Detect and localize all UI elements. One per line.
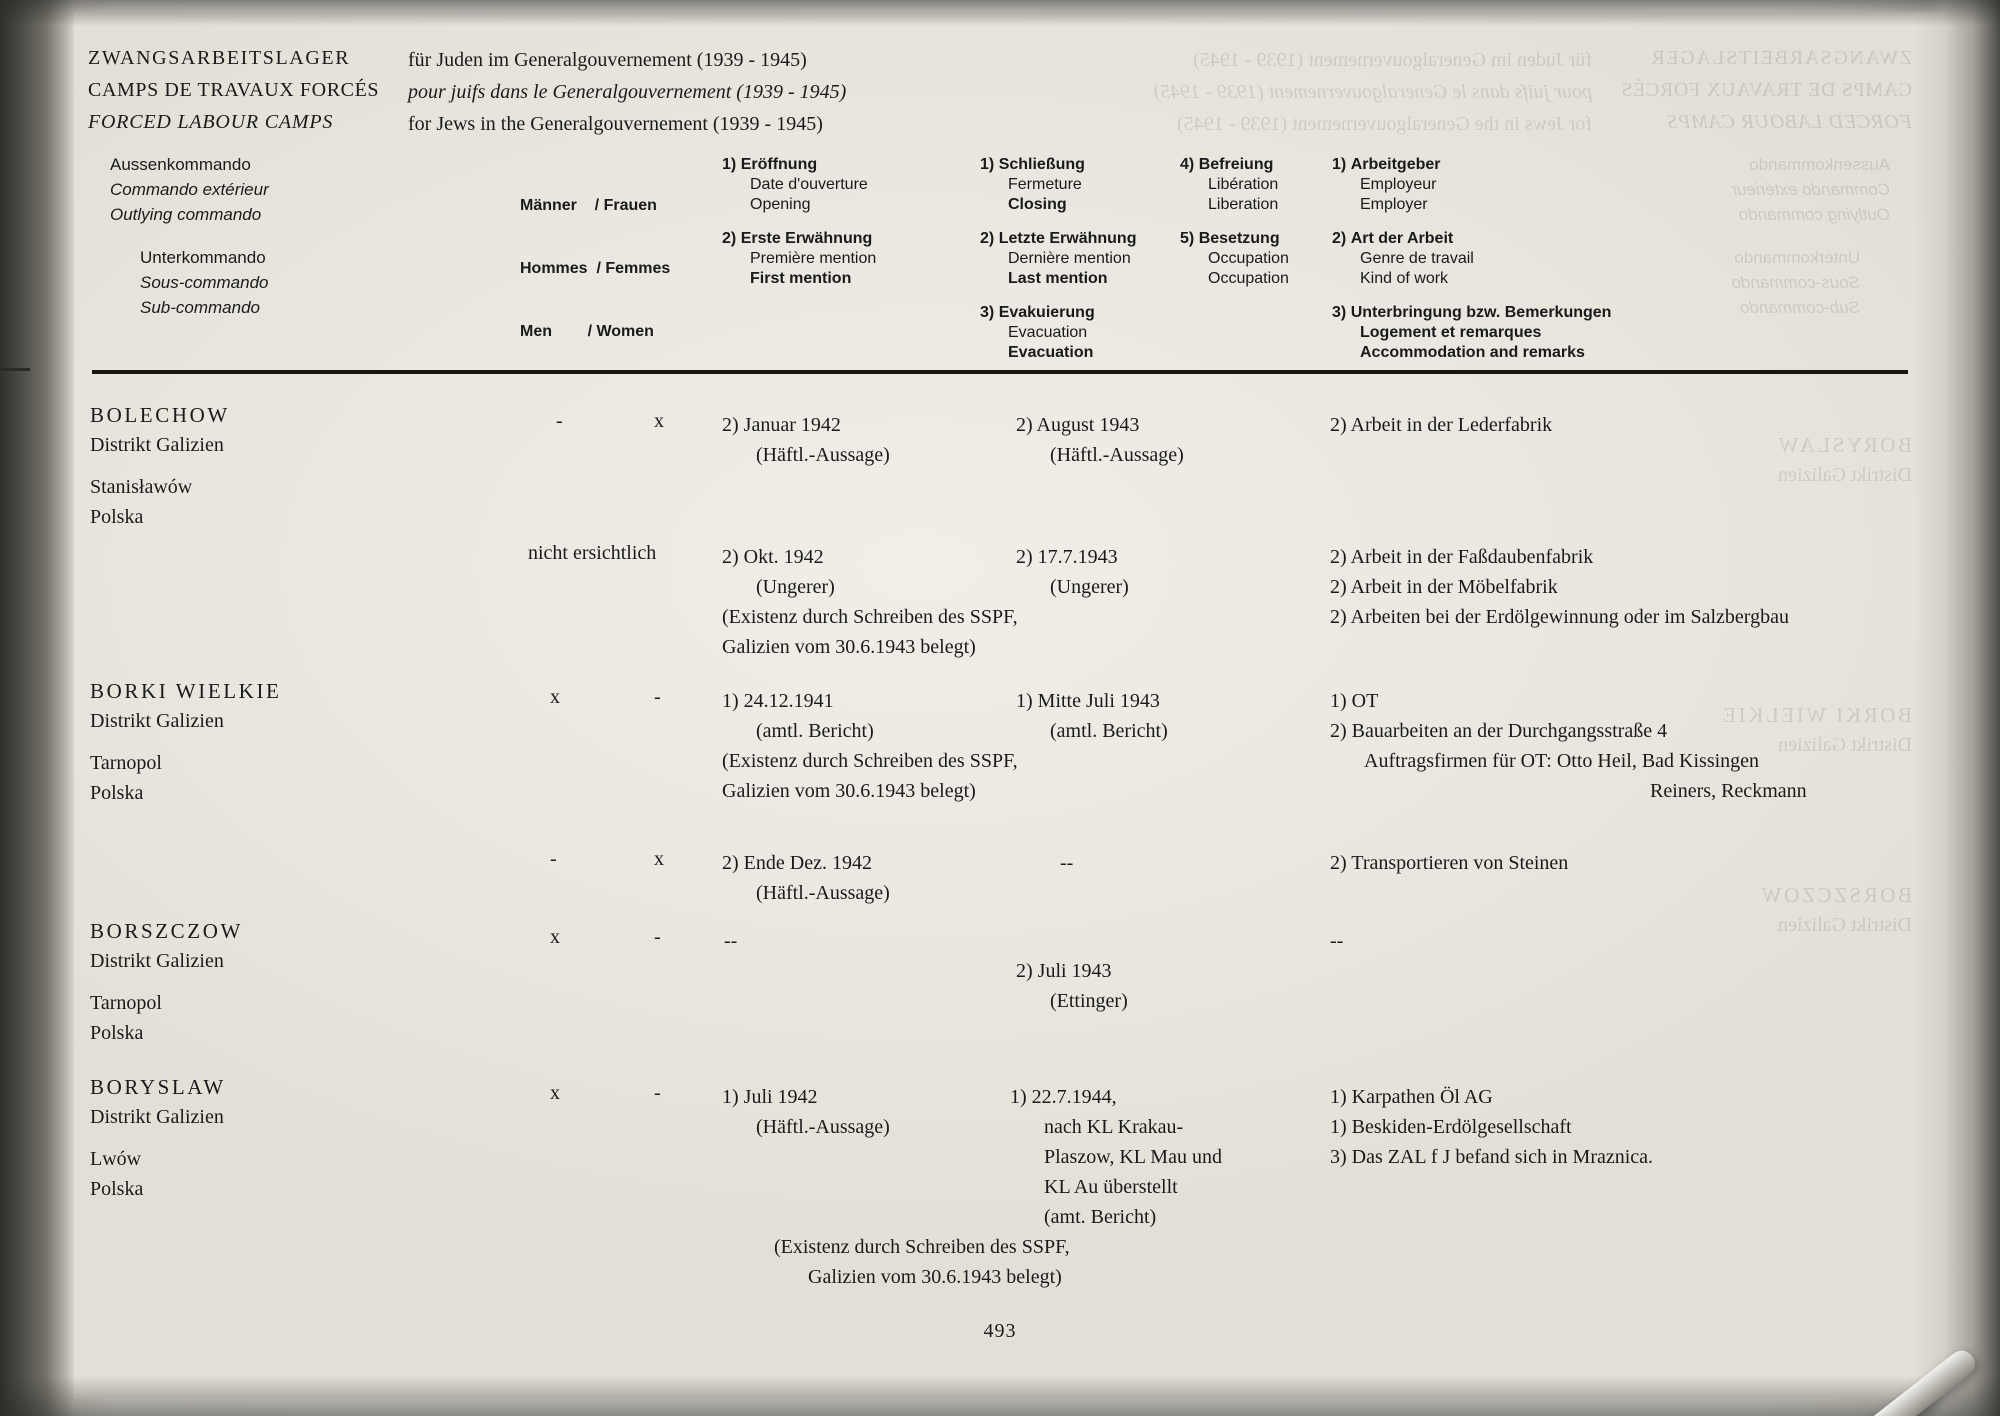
camp-name: BORKI WIELKIE (90, 679, 282, 703)
closing-line: 2) August 1943 (1016, 414, 1140, 436)
opening-line: (Häftl.-Aussage) (756, 1116, 890, 1138)
camp-men-marker: x (550, 926, 561, 948)
camp-location (90, 472, 192, 532)
legend-emp-2-num: 2) (1332, 230, 1347, 247)
legend-close-3-num: 3) (980, 304, 995, 321)
camp-place: Lwów (90, 1148, 142, 1170)
legend-emp-3-en: Accommodation and remarks (1360, 344, 1585, 361)
legend-open-1-fr: Date d'ouverture (750, 176, 868, 193)
camp-opening (722, 848, 890, 908)
work-line: -- (1330, 930, 1344, 952)
subtitle-fr: pour juifs dans le Generalgouvernement (1939 - 1945) (408, 81, 847, 103)
camp-work (1330, 926, 1343, 956)
camp-footnote (774, 1232, 1070, 1292)
legend-column-liberation (1180, 155, 1289, 303)
work-line: 2) Arbeit in der Faßdaubenfabrik (1330, 546, 1594, 568)
legend-close-2-num: 2) (980, 230, 995, 247)
legend-emp-2-fr: Genre de travail (1360, 250, 1474, 267)
legend-commando-fr: Commando extérieur (110, 180, 269, 199)
camp-opening (722, 542, 1018, 662)
camp-name: BOLECHOW (90, 403, 230, 427)
camp-women-marker: - (654, 926, 662, 948)
work-line: 2) Arbeit in der Lederfabrik (1330, 414, 1553, 436)
camp-women-marker: - (654, 686, 662, 708)
table-row (90, 916, 243, 976)
legend-close-3-en: Evacuation (1008, 344, 1094, 361)
camp-work (1330, 848, 1568, 878)
page-number: 493 (983, 1320, 1017, 1342)
camp-men-marker: - (556, 410, 564, 432)
title-en: FORCED LABOUR CAMPS (88, 111, 334, 133)
work-line: 2) Arbeit in der Möbelfabrik (1330, 576, 1558, 598)
camp-name: BORYSLAW (90, 1075, 226, 1099)
footnote-line: Galizien vom 30.6.1943 belegt) (808, 1266, 1062, 1288)
closing-line: 2) 17.7.1943 (1016, 546, 1118, 568)
legend-open-2-de: Erste Erwähnung (740, 230, 873, 247)
camp-country: Polska (90, 1022, 144, 1044)
closing-line: (Ettinger) (1050, 990, 1128, 1012)
legend-sex-columns (520, 153, 670, 384)
work-line: 2) Transportieren von Steinen (1330, 852, 1569, 874)
opening-line: 2) Januar 1942 (722, 414, 841, 436)
legend-emp-3-de: Unterbringung bzw. Bemerkungen (1350, 304, 1612, 321)
closing-line: (amtl. Bericht) (1050, 720, 1168, 742)
legend-lib-1-num: 4) (1180, 156, 1195, 173)
legend-commando-en: Outlying commando (110, 205, 262, 224)
legend-open-1-en: Opening (750, 196, 811, 213)
camp-work (1330, 686, 1807, 806)
legend-subcommando-de: Unterkommando (140, 248, 266, 267)
camp-opening (722, 410, 890, 470)
legend-open-1-num: 1) (722, 156, 737, 173)
legend-close-2-fr: Dernière mention (1008, 250, 1131, 267)
camp-closing (1016, 410, 1184, 470)
camp-closing (1010, 1082, 1222, 1232)
camp-closing (1016, 956, 1128, 1016)
opening-note: Galizien vom 30.6.1943 belegt) (722, 780, 976, 802)
camp-location (90, 988, 162, 1048)
camp-men-marker: x (550, 1082, 561, 1104)
camp-closing (1016, 542, 1129, 602)
opening-line: 2) Okt. 1942 (722, 546, 824, 568)
legend-close-3-de: Evakuierung (998, 304, 1095, 321)
camp-district: Distrikt Galizien (90, 710, 224, 732)
legend-emp-1-de: Arbeitgeber (1350, 156, 1441, 173)
camp-place: Stanisławów (90, 476, 193, 498)
page-title (88, 42, 379, 138)
legend-emp-1-fr: Employeur (1360, 176, 1437, 193)
camp-work (1330, 1082, 1653, 1172)
camp-work (1330, 410, 1552, 440)
camp-location (90, 748, 162, 808)
camp-country: Polska (90, 506, 144, 528)
camp-women-marker: x (654, 848, 665, 870)
camp-closing (1016, 686, 1168, 746)
legend-open-2-num: 2) (722, 230, 737, 247)
legend-close-1-num: 1) (980, 156, 995, 173)
legend-lib-2-en: Occupation (1208, 270, 1289, 287)
legend-subcommando (140, 245, 269, 320)
title-fr: CAMPS DE TRAVAUX FORCÉS (88, 79, 380, 101)
camp-men-marker: x (550, 686, 561, 708)
footnote-line: (Existenz durch Schreiben des SSPF, (774, 1236, 1070, 1258)
closing-line: nach KL Krakau- (1044, 1116, 1184, 1138)
camp-women-marker: - (654, 1082, 662, 1104)
camp-location (90, 1144, 143, 1204)
legend-lib-1-de: Befreiung (1198, 156, 1274, 173)
opening-line: (Ungerer) (756, 576, 835, 598)
legend-subcommando-en: Sub-commando (140, 298, 261, 317)
table-row (90, 400, 230, 460)
legend-close-1-de: Schließung (998, 156, 1085, 173)
legend-commando-de: Aussenkommando (110, 155, 251, 174)
camp-country: Polska (90, 782, 144, 804)
work-line: 3) Das ZAL f J befand sich in Mraznica. (1330, 1146, 1654, 1168)
opening-line: (Häftl.-Aussage) (756, 444, 890, 466)
legend-column-employer (1332, 155, 1611, 377)
opening-line: 2) Ende Dez. 1942 (722, 852, 872, 874)
legend-emp-3-fr: Logement et remarques (1360, 324, 1542, 341)
work-line: 2) Bauarbeiten an der Durchgangsstraße 4 (1330, 720, 1668, 742)
opening-line: -- (724, 930, 738, 952)
header-rule (92, 370, 1908, 374)
legend-open-1-de: Eröffnung (740, 156, 818, 173)
legend-subcommando-fr: Sous-commando (140, 273, 269, 292)
work-line: Auftragsfirmen für OT: Otto Heil, Bad Kissingen (1364, 750, 1760, 772)
legend-lib-1-en: Liberation (1208, 196, 1279, 213)
legend-sex-de: Männer / Frauen (520, 197, 657, 214)
closing-line: (amt. Bericht) (1044, 1206, 1157, 1228)
legend-emp-2-en: Kind of work (1360, 270, 1449, 287)
camp-opening (722, 1082, 890, 1142)
subtitle-de: für Juden im Generalgouvernement (1939 - 1945) (408, 49, 807, 71)
legend-lib-1-fr: Libération (1208, 176, 1279, 193)
closing-line: -- (1060, 852, 1074, 874)
closing-line: (Ungerer) (1050, 576, 1129, 598)
legend-close-1-fr: Fermeture (1008, 176, 1082, 193)
opening-note: Galizien vom 30.6.1943 belegt) (722, 636, 976, 658)
opening-line: 1) 24.12.1941 (722, 690, 834, 712)
title-de: ZWANGSARBEITSLAGER (88, 47, 351, 69)
closing-line: 1) Mitte Juli 1943 (1016, 690, 1160, 712)
legend-emp-1-en: Employer (1360, 196, 1428, 213)
legend-column-opening (722, 155, 876, 303)
camp-sex-note: nicht ersichtlich (528, 542, 657, 564)
camp-district: Distrikt Galizien (90, 1106, 224, 1128)
camp-place: Tarnopol (90, 752, 162, 774)
legend-lib-2-de: Besetzung (1198, 230, 1280, 247)
legend-open-2-fr: Première mention (750, 250, 877, 267)
work-line: Reiners, Reckmann (1650, 780, 1807, 802)
camp-men-marker: - (550, 848, 558, 870)
legend-emp-2-de: Art der Arbeit (1350, 230, 1454, 247)
page-subtitle (408, 44, 846, 140)
work-line: 2) Arbeiten bei der Erdölgewinnung oder im Salzbergbau (1330, 606, 1789, 628)
legend-emp-1-num: 1) (1332, 156, 1347, 173)
opening-line: (Häftl.-Aussage) (756, 882, 890, 904)
opening-line: (amtl. Bericht) (756, 720, 874, 742)
legend-commando (110, 152, 269, 227)
legend-sex-en: Men / Women (520, 323, 654, 340)
camp-country: Polska (90, 1178, 144, 1200)
camp-district: Distrikt Galizien (90, 950, 224, 972)
legend-open-2-en: First mention (750, 270, 852, 287)
closing-line: 1) 22.7.1944, (1010, 1086, 1117, 1108)
closing-line: Plaszow, KL Mau und (1044, 1146, 1222, 1168)
opening-note: (Existenz durch Schreiben des SSPF, (722, 606, 1018, 628)
closing-line: 2) Juli 1943 (1016, 960, 1112, 982)
table-row (90, 1072, 226, 1132)
work-line: 1) OT (1330, 690, 1379, 712)
legend-close-2-en: Last mention (1008, 270, 1108, 287)
camp-opening (722, 686, 1018, 806)
camp-closing (1060, 848, 1073, 878)
legend-sex-fr: Hommes / Femmes (520, 260, 671, 277)
work-line: 1) Karpathen Öl AG (1330, 1086, 1493, 1108)
legend-lib-2-fr: Occupation (1208, 250, 1289, 267)
work-line: 1) Beskiden-Erdölgesellschaft (1330, 1116, 1572, 1138)
subtitle-en: for Jews in the Generalgouvernement (1939 - 1945) (408, 113, 823, 135)
camp-name: BORSZCZOW (90, 919, 243, 943)
opening-note: (Existenz durch Schreiben des SSPF, (722, 750, 1018, 772)
camp-district: Distrikt Galizien (90, 434, 224, 456)
closing-line: (Häftl.-Aussage) (1050, 444, 1184, 466)
camp-opening (724, 926, 737, 956)
legend-close-1-en: Closing (1008, 196, 1067, 213)
camp-women-marker: x (654, 410, 665, 432)
camp-work (1330, 542, 1789, 632)
table-row (90, 676, 281, 736)
legend-emp-3-num: 3) (1332, 304, 1347, 321)
legend-column-closing (980, 155, 1136, 377)
opening-line: 1) Juli 1942 (722, 1086, 818, 1108)
legend-close-3-fr: Evacuation (1008, 324, 1088, 341)
closing-line: KL Au überstellt (1044, 1176, 1178, 1198)
legend-lib-2-num: 5) (1180, 230, 1195, 247)
legend-close-2-de: Letzte Erwähnung (998, 230, 1137, 247)
camp-place: Tarnopol (90, 992, 162, 1014)
